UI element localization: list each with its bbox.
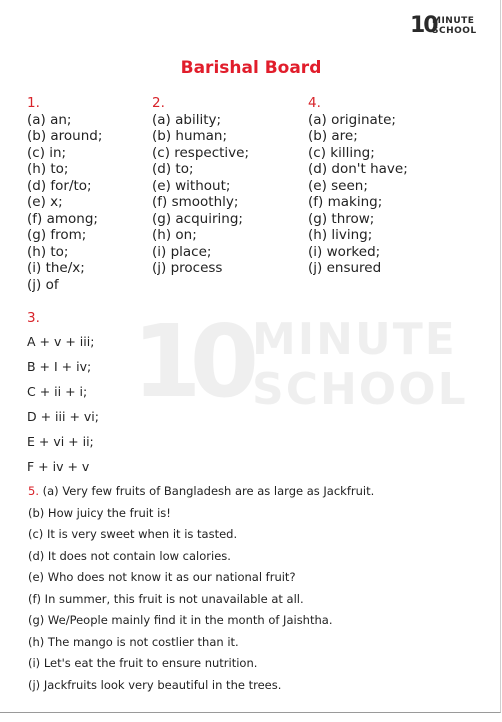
- answer-item: (h) living;: [308, 227, 373, 243]
- answer-item: (a) originate;: [308, 111, 396, 128]
- answer-item: (a) an;: [27, 111, 72, 128]
- answer-item: (c) killing;: [308, 144, 375, 161]
- answer-item: (f) among;: [27, 210, 98, 227]
- answer-item: (h) on;: [152, 227, 197, 243]
- sentence-answer: (j) Jackfruits look very beautiful in the trees.: [28, 677, 282, 692]
- match-answer: B + I + iv;: [27, 359, 92, 374]
- answer-item: (h) to;: [27, 243, 69, 260]
- logo-line-minute: MINUTE: [432, 16, 475, 26]
- answer-item: (g) acquiring;: [152, 210, 243, 227]
- answer-item: (i) worked;: [308, 243, 381, 260]
- answer-item: (e) x;: [27, 194, 63, 210]
- sentence-answer: [28, 484, 374, 498]
- answer-section-3: [27, 310, 99, 474]
- match-answer: D + iii + vi;: [27, 409, 99, 424]
- question-number: 2.: [152, 95, 165, 111]
- answer-item: (b) are;: [308, 128, 358, 144]
- logo-line-school: SCHOOL: [432, 26, 477, 36]
- ten-minute-school-logo: [410, 10, 480, 40]
- question-number: 4.: [308, 95, 321, 111]
- answer-item: (i) place;: [152, 243, 212, 260]
- sentence-answer: (d) It does not contain low calories.: [28, 548, 231, 563]
- sentence-answer: (i) Let's eat the fruit to ensure nutrition.: [28, 656, 258, 670]
- answer-item: (g) from;: [27, 227, 87, 243]
- watermark-logo: 10 MINUTE SCHOOL: [132, 303, 468, 420]
- answer-column-1: [27, 95, 102, 293]
- answer-item: (j) process: [152, 260, 223, 276]
- answer-item: (d) for/to;: [27, 177, 92, 194]
- question-number: 1.: [27, 95, 40, 111]
- answer-item: (b) human;: [152, 128, 228, 144]
- question-number: 3.: [27, 310, 40, 326]
- answer-item: (c) in;: [27, 144, 67, 161]
- answer-item: (f) smoothly;: [152, 194, 239, 210]
- match-answer: F + iv + v: [27, 459, 90, 474]
- match-answer: E + vi + ii;: [27, 434, 94, 449]
- match-answer: C + ii + i;: [27, 384, 88, 399]
- answer-item: (g) throw;: [308, 210, 375, 227]
- answer-column-2: [152, 95, 249, 277]
- answer-column-4: [308, 95, 408, 277]
- answer-item: (d) to;: [152, 161, 194, 177]
- answer-item: (e) without;: [152, 177, 231, 194]
- page-title: Barishal Board: [180, 58, 322, 78]
- answer-item: (j) of: [27, 276, 59, 293]
- answer-item: (d) don't have;: [308, 161, 408, 177]
- answer-item: (b) around;: [27, 128, 103, 144]
- sentence-answer: (e) Who does not know it as our national fruit?: [28, 570, 296, 584]
- match-answer: A + v + iii;: [27, 334, 95, 349]
- sentence-text: (a) Very few fruits of Bangladesh are as large as Jackfruit.: [42, 484, 375, 498]
- sentence-answer: (c) It is very sweet when it is tasted.: [28, 527, 238, 541]
- answer-item: (i) the/x;: [27, 260, 85, 276]
- sentence-answer: (f) In summer, this fruit is not unavailable at all.: [28, 591, 304, 606]
- answer-item: (c) respective;: [152, 144, 250, 161]
- answer-item: (a) ability;: [152, 111, 222, 128]
- answer-item: (e) seen;: [308, 177, 368, 194]
- answer-item: (f) making;: [308, 194, 383, 210]
- sentence-answer: (g) We/People mainly find it in the month of Jaishtha.: [28, 613, 333, 627]
- sentence-answer: (b) How juicy the fruit is!: [28, 505, 171, 520]
- answer-item: (h) to;: [27, 161, 69, 177]
- answer-item: (j) ensured: [308, 260, 382, 276]
- question-number: 5.: [28, 484, 39, 498]
- sentence-answer: (h) The mango is not costlier than it.: [28, 634, 239, 649]
- logo-number: 10: [410, 13, 437, 38]
